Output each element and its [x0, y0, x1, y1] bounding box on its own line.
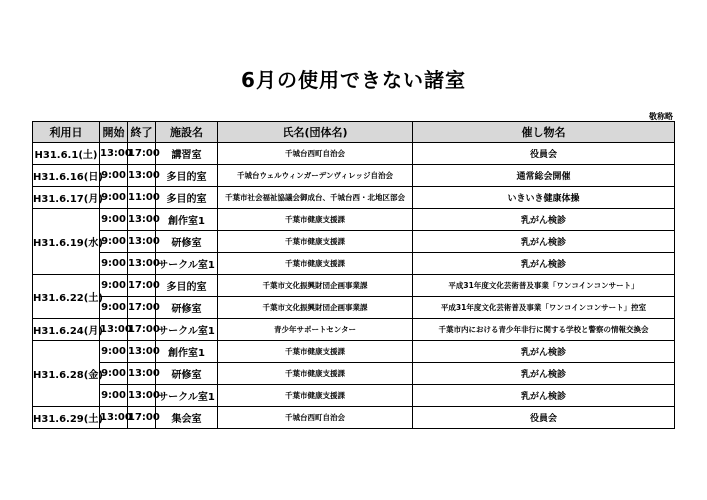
event-cell: 乳がん検診 — [413, 385, 675, 407]
start-cell: 9:00 — [100, 363, 128, 385]
organization-cell: 千葉市健康支援課 — [218, 231, 413, 253]
facility-cell: 研修室 — [156, 297, 218, 319]
start-cell: 13:00 — [100, 407, 128, 429]
end-cell: 13:00 — [128, 341, 156, 363]
facility-cell: サークル室1 — [156, 253, 218, 275]
facility-cell: サークル室1 — [156, 385, 218, 407]
facility-cell: 研修室 — [156, 363, 218, 385]
organization-cell: 千葉市健康支援課 — [218, 341, 413, 363]
organization-cell: 千葉市健康支援課 — [218, 385, 413, 407]
header-start: 開始 — [100, 122, 128, 143]
table-row — [33, 187, 675, 209]
facility-cell: 多目的室 — [156, 275, 218, 297]
header-facility: 施設名 — [156, 122, 218, 143]
page-title: 6月の使用できない諸室 — [241, 68, 466, 92]
start-cell: 9:00 — [100, 341, 128, 363]
start-cell: 9:00 — [100, 297, 128, 319]
organization-cell: 青少年サポートセンター — [218, 319, 413, 341]
event-cell: 千葉市内における青少年非行に関する学校と警察の情報交換会 — [413, 319, 675, 341]
start-cell: 9:00 — [100, 275, 128, 297]
organization-cell: 千葉市文化振興財団企画事業課 — [218, 275, 413, 297]
organization-cell: 千葉市文化振興財団企画事業課 — [218, 297, 413, 319]
end-cell: 17:00 — [128, 143, 156, 165]
start-cell: 9:00 — [100, 187, 128, 209]
event-cell: 乳がん検診 — [413, 209, 675, 231]
table-row — [33, 143, 675, 165]
date-cell: H31.6.28(金) — [33, 341, 100, 407]
table-row — [33, 341, 675, 363]
table-row — [33, 165, 675, 187]
end-cell: 13:00 — [128, 209, 156, 231]
facility-cell: 創作室1 — [156, 341, 218, 363]
event-cell: 乳がん検診 — [413, 231, 675, 253]
start-cell: 13:00 — [100, 319, 128, 341]
end-cell: 13:00 — [128, 231, 156, 253]
organization-cell: 千城台ウェルウィンガーデンヴィレッジ自治会 — [218, 165, 413, 187]
organization-cell: 千葉市健康支援課 — [218, 209, 413, 231]
date-cell: H31.6.24(月) — [33, 319, 100, 341]
table-row — [33, 275, 675, 297]
header-event: 催し物名 — [413, 122, 675, 143]
event-cell: 乳がん検診 — [413, 253, 675, 275]
date-cell: H31.6.1(土) — [33, 143, 100, 165]
organization-cell: 千葉市健康支援課 — [218, 253, 413, 275]
start-cell: 9:00 — [100, 253, 128, 275]
facility-cell: 集会室 — [156, 407, 218, 429]
event-cell: 役員会 — [413, 407, 675, 429]
date-cell: H31.6.16(日) — [33, 165, 100, 187]
start-cell: 9:00 — [100, 385, 128, 407]
table-row — [33, 297, 675, 319]
start-cell: 9:00 — [100, 209, 128, 231]
schedule-table — [32, 121, 675, 429]
facility-cell: 創作室1 — [156, 209, 218, 231]
facility-cell: サークル室1 — [156, 319, 218, 341]
event-cell: 役員会 — [413, 143, 675, 165]
date-cell: H31.6.17(月) — [33, 187, 100, 209]
header-end: 終了 — [128, 122, 156, 143]
end-cell: 17:00 — [128, 275, 156, 297]
facility-cell: 講習室 — [156, 143, 218, 165]
organization-cell: 千葉市社会福祉協議会御成台、千城台西・北地区部会 — [218, 187, 413, 209]
date-cell: H31.6.19(水) — [33, 209, 100, 275]
start-cell: 13:00 — [100, 143, 128, 165]
end-cell: 13:00 — [128, 385, 156, 407]
end-cell: 17:00 — [128, 319, 156, 341]
end-cell: 13:00 — [128, 165, 156, 187]
facility-cell: 多目的室 — [156, 165, 218, 187]
event-cell: 平成31年度文化芸術普及事業「ワンコインコンサート」 — [413, 275, 675, 297]
table-row — [33, 209, 675, 231]
facility-cell: 多目的室 — [156, 187, 218, 209]
table-row — [33, 363, 675, 385]
organization-cell: 千葉市健康支援課 — [218, 363, 413, 385]
honorific-note: 敬称略 — [649, 112, 673, 121]
event-cell: いきいき健康体操 — [413, 187, 675, 209]
end-cell: 13:00 — [128, 253, 156, 275]
event-cell: 通常総会開催 — [413, 165, 675, 187]
facility-cell: 研修室 — [156, 231, 218, 253]
end-cell: 11:00 — [128, 187, 156, 209]
end-cell: 17:00 — [128, 297, 156, 319]
start-cell: 9:00 — [100, 165, 128, 187]
table-row — [33, 385, 675, 407]
end-cell: 13:00 — [128, 363, 156, 385]
header-row — [33, 122, 675, 143]
table-row — [33, 231, 675, 253]
table-row — [33, 253, 675, 275]
start-cell: 9:00 — [100, 231, 128, 253]
date-cell: H31.6.29(土) — [33, 407, 100, 429]
date-cell: H31.6.22(土) — [33, 275, 100, 319]
header-organization: 氏名(団体名) — [218, 122, 413, 143]
organization-cell: 千城台西町自治会 — [218, 407, 413, 429]
end-cell: 17:00 — [128, 407, 156, 429]
event-cell: 乳がん検診 — [413, 363, 675, 385]
header-date: 利用日 — [33, 122, 100, 143]
table-row — [33, 319, 675, 341]
organization-cell: 千城台西町自治会 — [218, 143, 413, 165]
table-row — [33, 407, 675, 429]
event-cell: 平成31年度文化芸術普及事業「ワンコインコンサート」控室 — [413, 297, 675, 319]
event-cell: 乳がん検診 — [413, 341, 675, 363]
